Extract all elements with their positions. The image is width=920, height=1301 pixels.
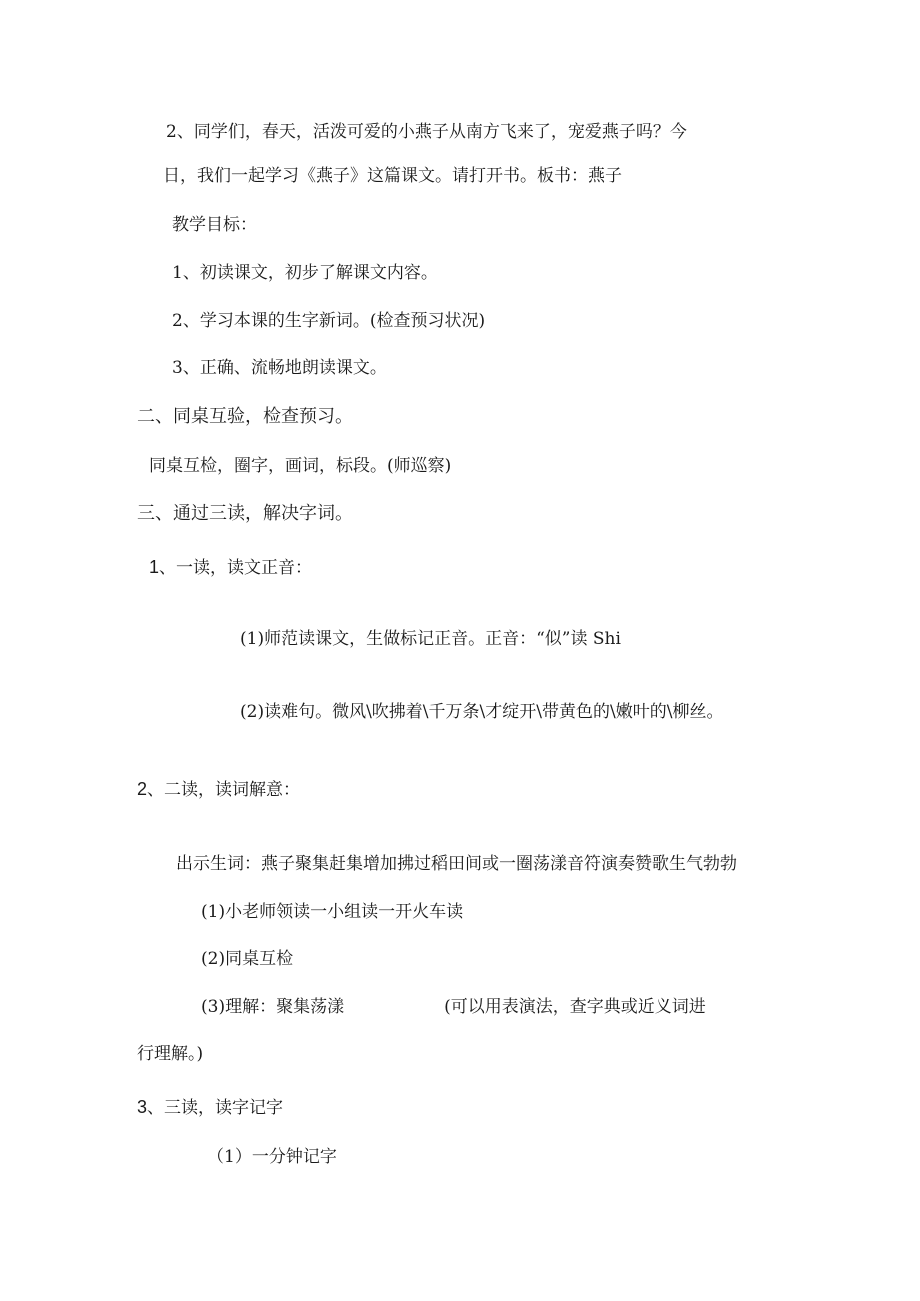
step-two-item-3-continued: 行理解。) (137, 1044, 204, 1064)
teaching-goal-item-3: 3、正确、流畅地朗读课文。 (172, 358, 387, 378)
section-heading-two: 二、同桌互验，检查预习。 (137, 406, 353, 427)
step-one-item-2: (2)读难句。微风\吹拂着\千万条\才绽开\带黄色的\嫩叶的\柳丝。 (240, 702, 724, 722)
vocabulary-list: 出示生词：燕子聚集赶集增加拂过稻田间或一圈荡漾音符演奏赞歌生气勃勃 (176, 854, 737, 874)
step-two-number: 2 (137, 779, 148, 799)
step-one-text: 、一读，读文正音： (159, 558, 313, 578)
step-one-item-1: (1)师范读课文，生做标记正音。正音：“似”读 Shi (240, 629, 621, 649)
step-two-item-2: (2)同桌互检 (201, 949, 294, 969)
step-two-item-3-term: (3)理解：聚集荡漾 (201, 997, 345, 1017)
paragraph-intro-line-2: 日，我们一起学习《燕子》这篇课文。请打开书。板书：燕子 (163, 166, 622, 186)
step-three-number: 3 (137, 1097, 148, 1117)
step-two-item-1: (1)小老师领读一小组读一开火车读 (201, 902, 464, 922)
step-one-heading (149, 556, 312, 579)
step-three-heading (137, 1096, 283, 1119)
section-two-body: 同桌互检，圈字，画词，标段。(师巡察) (149, 456, 452, 476)
step-two-text: 、二读，读词解意： (147, 780, 301, 800)
step-two-heading (137, 778, 300, 801)
step-two-item-3-note: (可以用表演法，查字典或近义词进 (444, 997, 706, 1017)
step-three-item-1: （1）一分钟记字 (207, 1147, 337, 1167)
step-one-number: 1 (149, 557, 160, 577)
step-two-item-3 (201, 996, 706, 1018)
teaching-goal-item-2: 2、学习本课的生字新词。(检查预习状况) (172, 311, 486, 331)
paragraph-intro-line-1: 2、同学们，春天，活泼可爱的小燕子从南方飞来了，宠爱燕子吗？今 (166, 122, 687, 142)
teaching-goal-item-1: 1、初读课文，初步了解课文内容。 (172, 263, 438, 283)
teaching-goals-heading: 教学目标： (172, 215, 257, 235)
step-three-text: 、三读，读字记字 (147, 1098, 284, 1118)
section-heading-three: 三、通过三读，解决字词。 (137, 503, 353, 524)
